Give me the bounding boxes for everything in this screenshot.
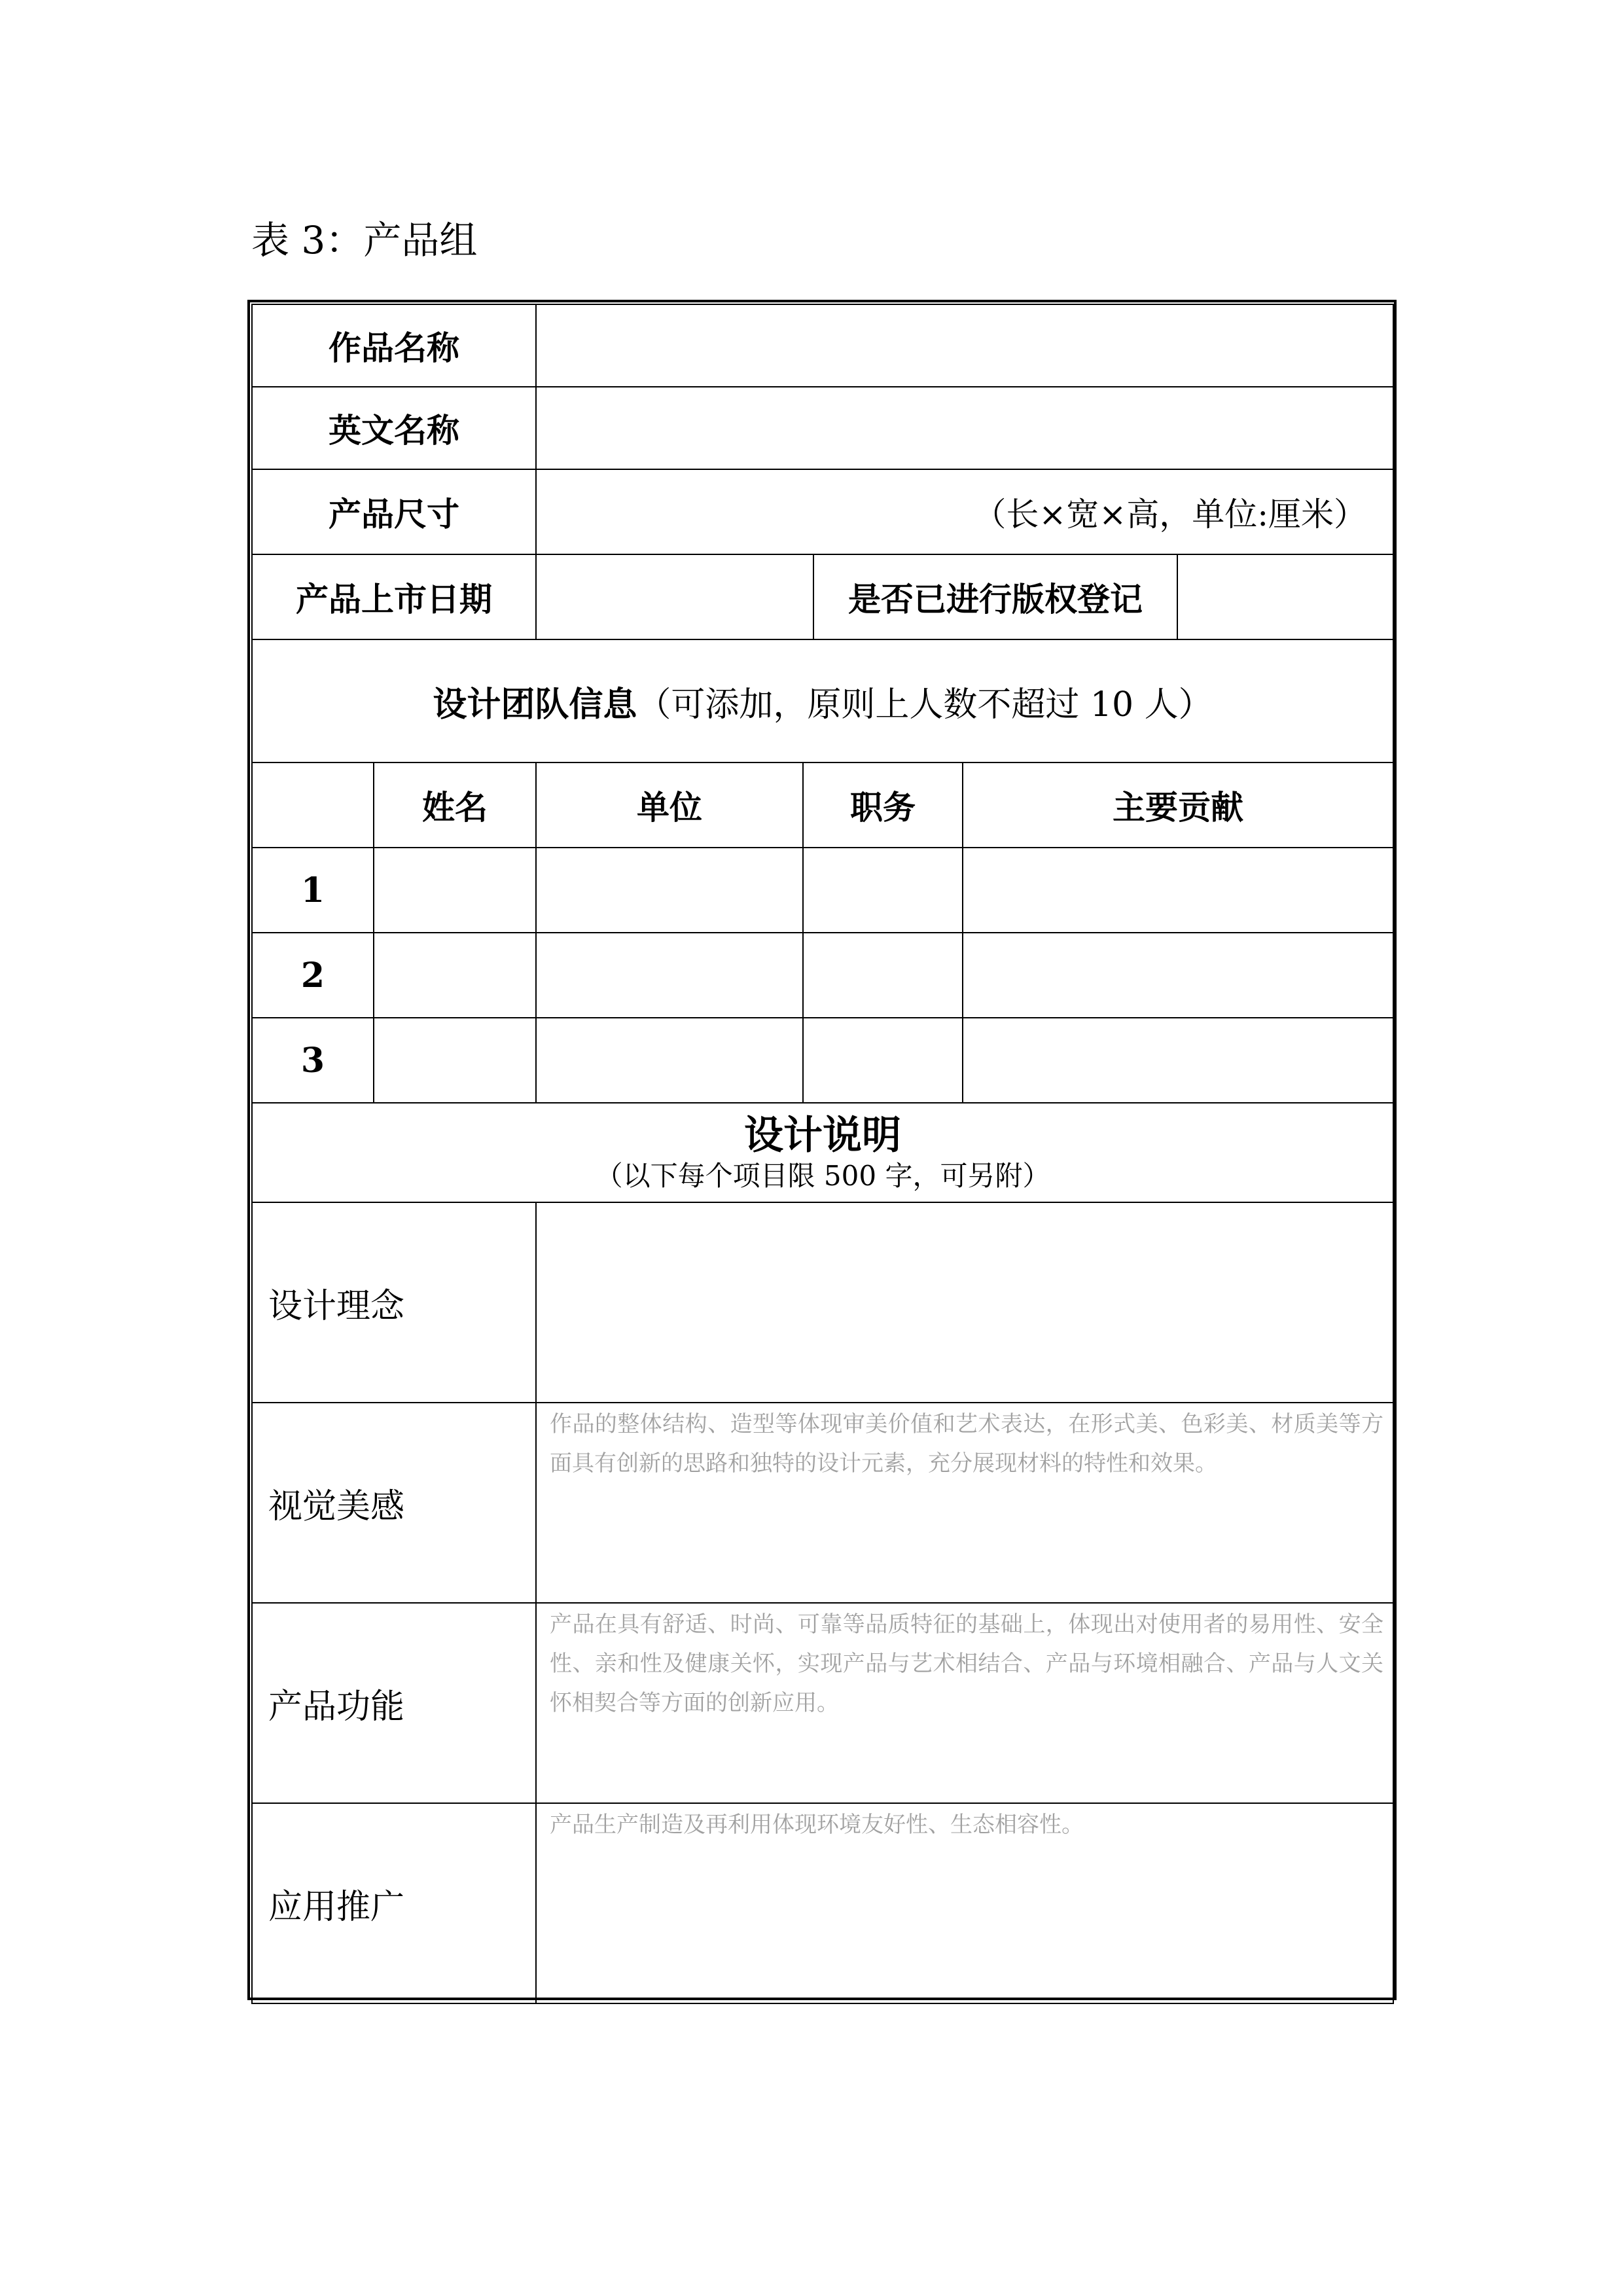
- launch-date-field[interactable]: [536, 554, 813, 639]
- description-row-promotion: [252, 1803, 1393, 2003]
- team-row: [252, 933, 1393, 1018]
- copyright-field[interactable]: [1177, 554, 1393, 639]
- description-subtitle: （以下每个项目限 500 字，可另附）: [595, 1159, 1050, 1192]
- description-row-function: [252, 1603, 1393, 1803]
- team-title-bold: 设计团队信息: [433, 685, 637, 725]
- row-english-name: [252, 387, 1393, 469]
- team-unit-cell[interactable]: [536, 933, 803, 1018]
- team-header-position: 职务: [803, 762, 963, 848]
- team-section-title: [252, 639, 1393, 762]
- visual-aesthetics-field[interactable]: 作品的整体结构、造型等体现审美价值和艺术表达，在形式美、色彩美、材质美等方面具有创新的思路和独特的设计元素，充分展现材料的特性和效果。: [536, 1403, 1393, 1603]
- row-description-title: [252, 1103, 1393, 1202]
- row-product-size: [252, 469, 1393, 554]
- team-contribution-cell[interactable]: [963, 848, 1393, 933]
- design-concept-label: 设计理念: [252, 1202, 536, 1403]
- team-header-contribution: 主要贡献: [963, 762, 1393, 848]
- team-row: [252, 1018, 1393, 1103]
- design-concept-field[interactable]: [536, 1202, 1393, 1403]
- team-title-note: （可添加，原则上人数不超过 10 人）: [637, 685, 1213, 725]
- description-row-aesthetics: [252, 1403, 1393, 1603]
- product-function-label: 产品功能: [252, 1603, 536, 1803]
- visual-aesthetics-label: 视觉美感: [252, 1403, 536, 1603]
- product-size-field[interactable]: （长×宽×高，单位:厘米）: [536, 469, 1393, 554]
- description-section-title: [252, 1103, 1393, 1202]
- team-row: [252, 848, 1393, 933]
- english-name-label: 英文名称: [252, 387, 536, 469]
- description-row-concept: [252, 1202, 1393, 1403]
- team-name-cell[interactable]: [374, 1018, 536, 1103]
- row-launch-copyright: [252, 554, 1393, 639]
- work-name-label: 作品名称: [252, 304, 536, 387]
- product-function-field[interactable]: 产品在具有舒适、时尚、可靠等品质特征的基础上，体现出对使用者的易用性、安全性、亲和性及健康关怀，实现产品与艺术相结合、产品与环境相融合、产品与人文关怀相契合等方面的创新应用。: [536, 1603, 1393, 1803]
- team-position-cell[interactable]: [803, 933, 963, 1018]
- team-position-cell[interactable]: [803, 1018, 963, 1103]
- work-name-field[interactable]: [536, 304, 1393, 387]
- team-row-number: 3: [252, 1018, 374, 1103]
- team-contribution-cell[interactable]: [963, 933, 1393, 1018]
- team-header-unit: 单位: [536, 762, 803, 848]
- team-row-number: 2: [252, 933, 374, 1018]
- team-unit-cell[interactable]: [536, 1018, 803, 1103]
- page-title: 表 3：产品组: [251, 218, 478, 262]
- team-row-number: 1: [252, 848, 374, 933]
- team-name-cell[interactable]: [374, 848, 536, 933]
- launch-date-label: 产品上市日期: [252, 554, 536, 639]
- row-work-name: [252, 304, 1393, 387]
- team-contribution-cell[interactable]: [963, 1018, 1393, 1103]
- team-header-row: [252, 762, 1393, 848]
- team-position-cell[interactable]: [803, 848, 963, 933]
- team-unit-cell[interactable]: [536, 848, 803, 933]
- english-name-field[interactable]: [536, 387, 1393, 469]
- team-name-cell[interactable]: [374, 933, 536, 1018]
- application-promotion-field[interactable]: 产品生产制造及再利用体现环境友好性、生态相容性。: [536, 1803, 1393, 2003]
- product-entry-form: [251, 304, 1394, 2004]
- application-promotion-label: 应用推广: [252, 1803, 536, 2003]
- team-header-index: [252, 762, 374, 848]
- description-title: 设计说明: [744, 1112, 902, 1158]
- row-team-title: [252, 639, 1393, 762]
- product-size-label: 产品尺寸: [252, 469, 536, 554]
- copyright-label: 是否已进行版权登记: [813, 554, 1177, 639]
- team-header-name: 姓名: [374, 762, 536, 848]
